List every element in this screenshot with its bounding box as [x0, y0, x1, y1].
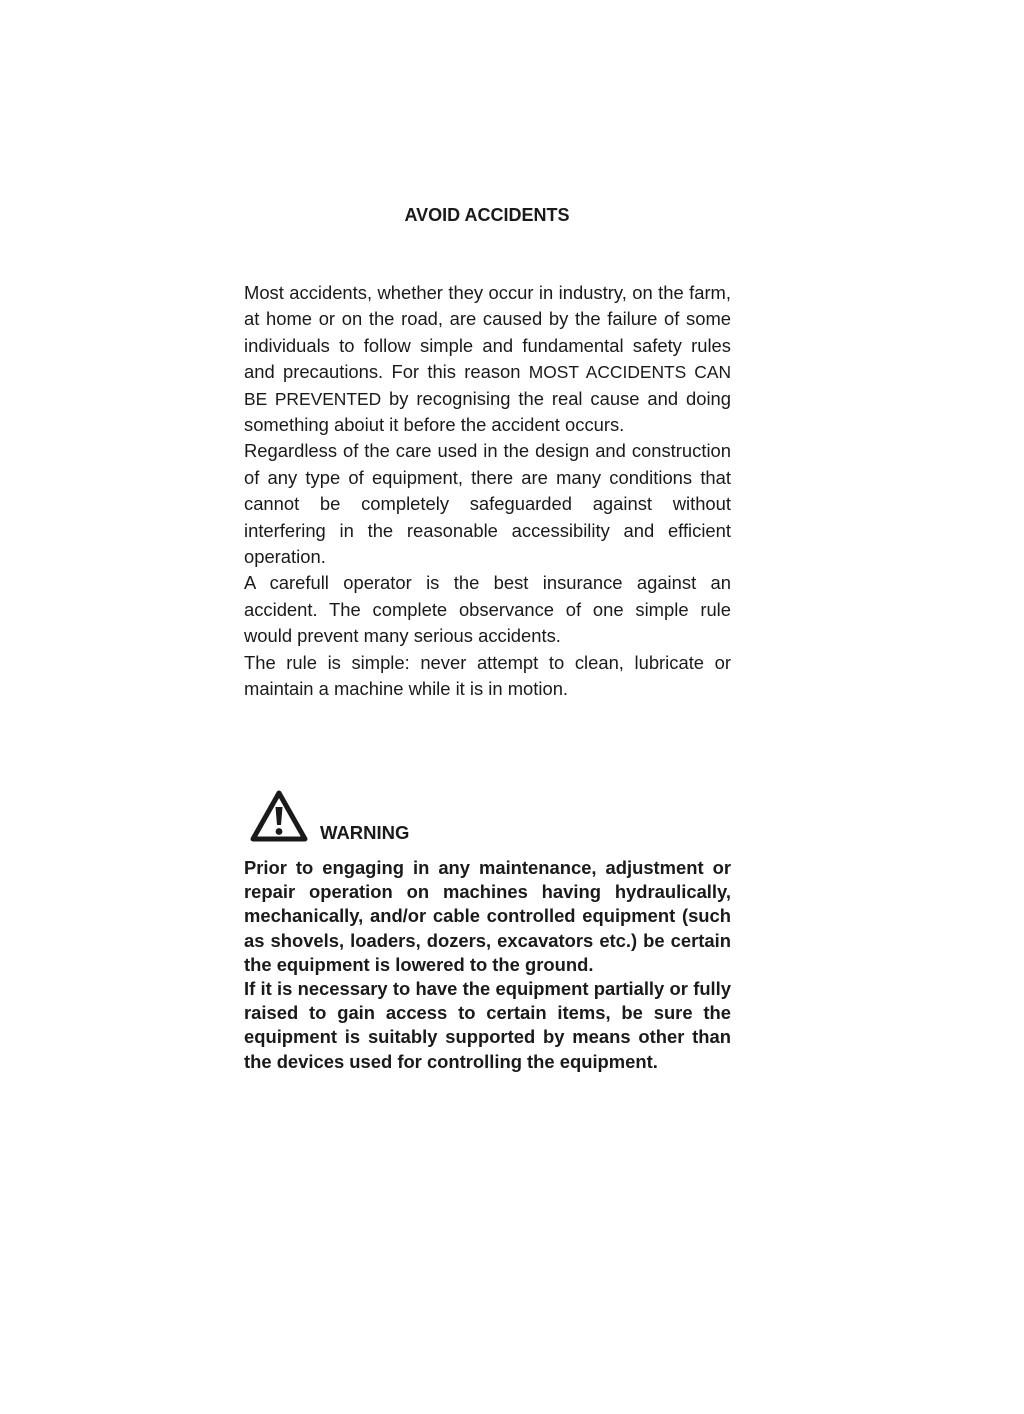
- intro-paragraph-2: Regardless of the care used in the design and construction of any type of equipment, there are many conditions that cannot be completely safeguarded against without interfering in the reasonable accessibility and efficient operation.: [244, 440, 731, 568]
- intro-paragraph-1-caps: MOST ACCIDENTS CAN BE PREVENTED: [244, 362, 731, 409]
- warning-paragraph-1: Prior to engaging in any maintenance, adjustment or repair operation on machines having hydraulically, mechanically, and/or cable controlled equipment (such as shovels, loaders, dozers, excavators etc.) be certain the equipment is lowered to the ground.: [244, 857, 731, 975]
- intro-section: [244, 280, 731, 703]
- warning-paragraph-2: If it is necessary to have the equipment partially or fully raised to gain access to certain items, be sure the equipment is suitably supported by means other than the devices used for controlling the equipment.: [244, 978, 731, 1072]
- intro-paragraph-1-start: Most accidents, whether they occur in industry, on the farm, at home or on the road, are caused by the failure of some individuals to follow simple and fundamental safety rules and precautions. For this reason: [244, 282, 731, 383]
- intro-paragraph-4: The rule is simple: never attempt to clean, lubricate or maintain a machine while it is in motion.: [244, 651, 731, 700]
- warning-section: [244, 856, 731, 1074]
- intro-paragraph-3: A carefull operator is the best insurance against an accident. The complete observance of one simple rule would prevent many serious accidents.: [244, 572, 731, 647]
- page-title: AVOID ACCIDENTS: [404, 205, 570, 225]
- intro-paragraph-1-end: by recognising the real cause and doing something aboiut it before the accident occurs.: [244, 387, 732, 436]
- warning-triangle-icon: [250, 790, 308, 842]
- warning-header: [250, 790, 730, 844]
- intro-paragraph-1: [244, 280, 731, 438]
- warning-label: WARNING: [320, 822, 410, 843]
